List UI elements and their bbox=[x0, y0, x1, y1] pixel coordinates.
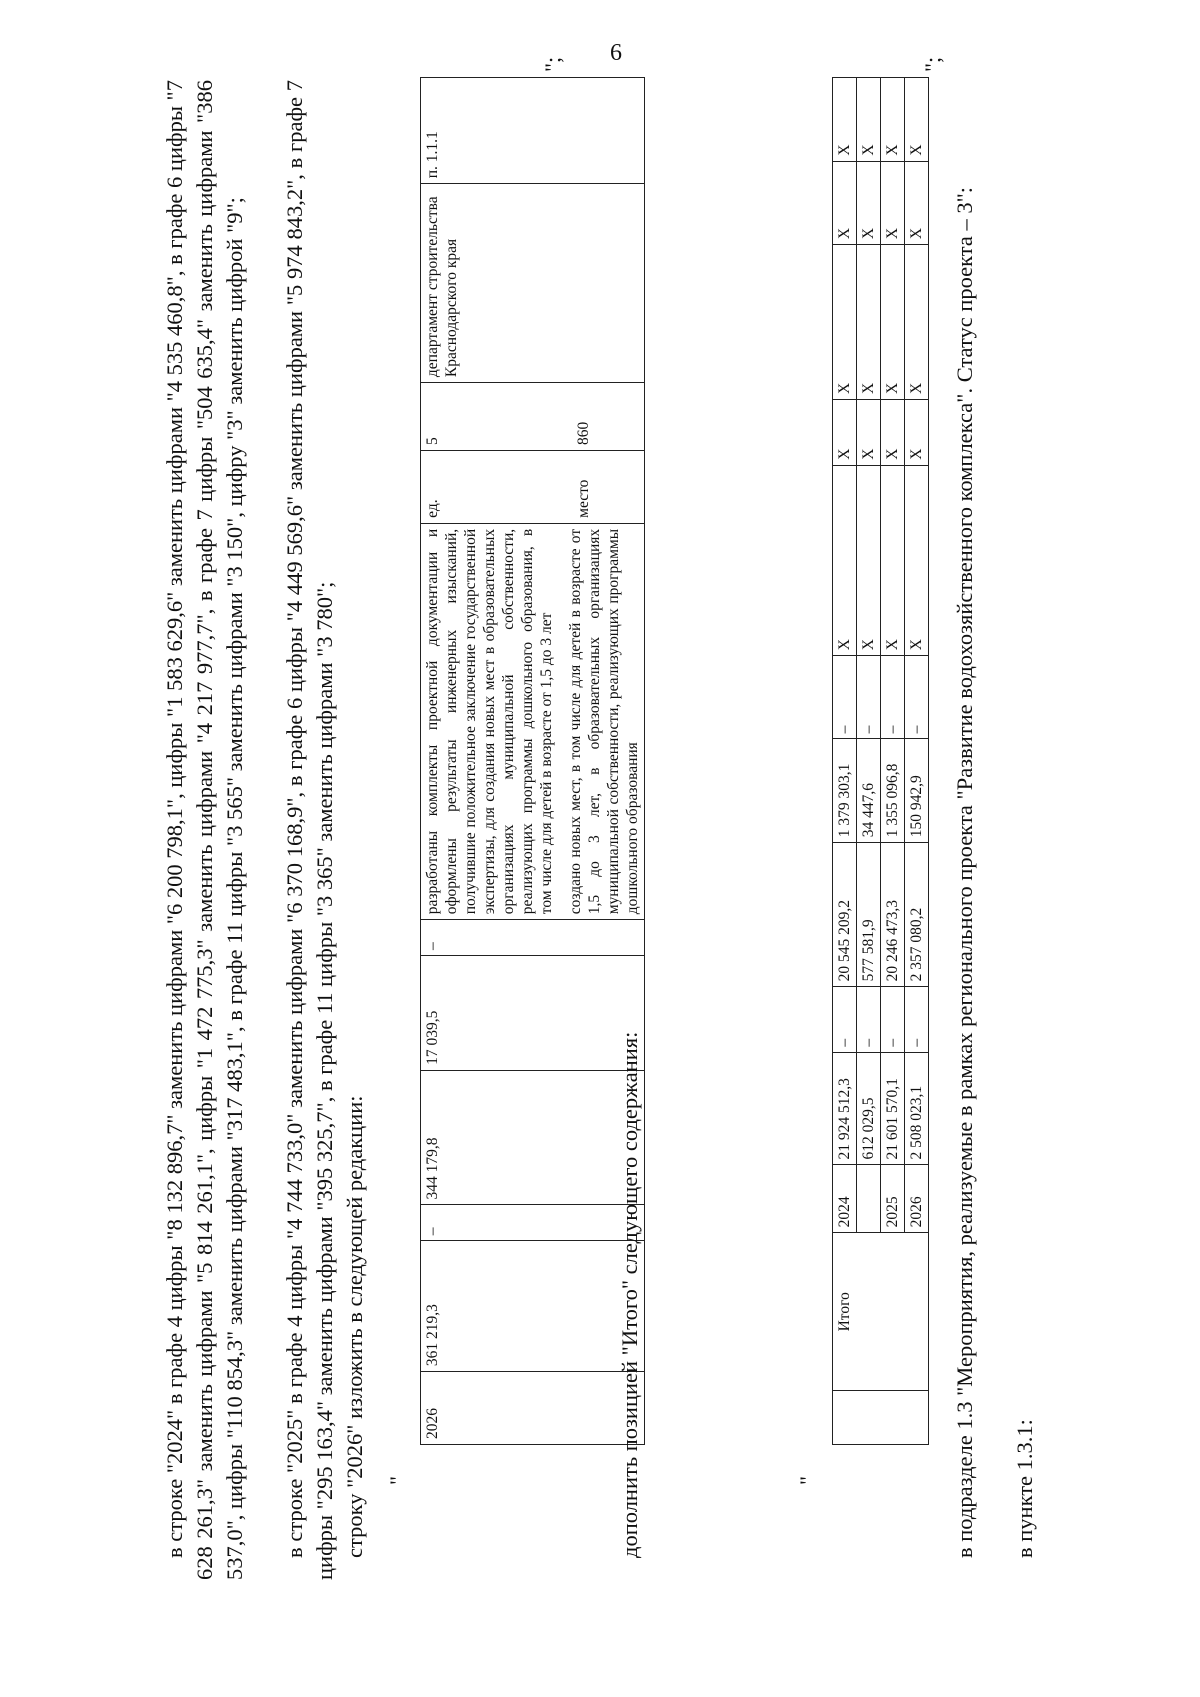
cell-year-2026: 2026 bbox=[905, 1165, 929, 1233]
cell-x: X bbox=[833, 78, 857, 162]
cell-x: X bbox=[833, 245, 857, 400]
cell-fed-2026: – bbox=[905, 987, 929, 1052]
rotated-content bbox=[160, 56, 1060, 1580]
cell-local: 17 039,5 bbox=[421, 956, 645, 1071]
cell-values bbox=[421, 383, 645, 451]
cell-total-2024: 21 924 512,3 bbox=[833, 1052, 857, 1165]
page-number: 6 bbox=[610, 40, 622, 66]
cell-region: 344 179,8 bbox=[421, 1070, 645, 1205]
table-itogo bbox=[832, 77, 929, 1445]
paragraph-point: в пункте 1.3.1: bbox=[1012, 1419, 1037, 1558]
cell-x: X bbox=[857, 465, 881, 656]
cell-x: X bbox=[857, 399, 881, 465]
cell-x: X bbox=[881, 78, 905, 162]
cell-year-2025: 2025 bbox=[881, 1165, 905, 1233]
paragraph-subsection: в подразделе 1.3 "Мероприятия, реализуемые в рамках регионального проекта "Развитие водохозяйственного комплекса". Статус проекта – 3": bbox=[952, 186, 977, 1558]
cell-other-2024: – bbox=[833, 656, 857, 739]
cell-region-2024: 20 545 209,2 bbox=[833, 843, 857, 987]
unit-ed: ед. bbox=[424, 499, 441, 518]
cell-x: X bbox=[857, 245, 881, 400]
cell-units bbox=[421, 451, 645, 524]
cell-x: X bbox=[881, 245, 905, 400]
paragraph-2026: строку "2026" изложить в следующей редакции: bbox=[342, 1095, 367, 1558]
result-places: создано новых мест, в том числе для детей в возрасте от 1,5 до 3 лет, в образовательных организациях муниципальной собственности, реализующих программы дошкольного образования bbox=[567, 528, 641, 915]
cell-local-2024b: 34 447,6 bbox=[857, 739, 881, 843]
cell-x: X bbox=[905, 161, 929, 245]
cell-other-2026: – bbox=[905, 656, 929, 739]
cell-x: X bbox=[833, 399, 857, 465]
cell-other-2025: – bbox=[881, 656, 905, 739]
cell-x: X bbox=[857, 78, 881, 162]
cell-other-2024b: – bbox=[857, 656, 881, 739]
cell-local-2026: 150 942,9 bbox=[905, 739, 929, 843]
cell-local-2025: 1 355 096,8 bbox=[881, 739, 905, 843]
cell-ref: п. 1.1.1 bbox=[421, 78, 645, 184]
paragraph-2025: в строке "2025" в графе 4 цифры "4 744 733,0" заменить цифрами "6 370 168,9", в графе 6 цифры "4 449 569,6" заменить цифрами "5 974 843,2", в графе 7 цифры "295 163,4" заменить цифрами "395 325,7", в графе 11 цифры "3 365" заменить цифрами "3 780"; bbox=[282, 80, 337, 1580]
cell-x: X bbox=[857, 161, 881, 245]
cell-local-2024: 1 379 303,1 bbox=[833, 739, 857, 843]
cell-region-2025: 20 246 473,3 bbox=[881, 843, 905, 987]
cell-x: X bbox=[905, 78, 929, 162]
result-design: разработаны комплекты проектной документации и оформлены результаты инженерных изысканий, получившие положительное заключение государственной экспертизы, для создания новых мест в образовательных организациях муниципальной собственности, реализующих программы дошкольного образования, в том числе для детей в возрасте от 1,5 до 3 лет bbox=[424, 528, 555, 915]
cell-region-2024b: 577 581,9 bbox=[857, 843, 881, 987]
cell-fed-2024b: – bbox=[857, 987, 881, 1052]
cell-region-2026: 2 357 080,2 bbox=[905, 843, 929, 987]
close-quote-2: "; bbox=[920, 56, 945, 72]
cell-other: – bbox=[421, 920, 645, 956]
value-5: 5 bbox=[424, 437, 441, 446]
cell-fed-2024: – bbox=[833, 987, 857, 1052]
cell-x: X bbox=[881, 161, 905, 245]
cell-x: X bbox=[905, 399, 929, 465]
cell-fed: – bbox=[421, 1205, 645, 1241]
cell-results bbox=[421, 523, 645, 919]
cell-year: 2026 bbox=[421, 1372, 645, 1445]
unit-mesto: место bbox=[575, 479, 592, 518]
cell-executor: департамент строительства Краснодарского края bbox=[421, 184, 645, 383]
cell-fed-2025: – bbox=[881, 987, 905, 1052]
value-860: 860 bbox=[575, 421, 592, 446]
cell-x: X bbox=[833, 161, 857, 245]
cell-x: X bbox=[833, 465, 857, 656]
cell-empty bbox=[833, 1391, 929, 1445]
open-quote-2: " bbox=[795, 1476, 820, 1485]
cell-x: X bbox=[881, 465, 905, 656]
paragraph-itogo: дополнить позицией "Итого" следующего содержания: bbox=[617, 1031, 642, 1558]
cell-total-2025: 21 601 570,1 bbox=[881, 1052, 905, 1165]
cell-itogo-label: Итого bbox=[833, 1233, 929, 1391]
paragraph-2024: в строке "2024" в графе 4 цифры "8 132 896,7" заменить цифрами "6 200 798,1", цифры "1 583 629,6" заменить цифрами "4 535 460,8", в графе 6 цифры "7 628 261,3" заменить цифрами "5 814 261,1", цифры "1 472 775,3" заменить цифрами "4 217 977,7", в графе 7 цифры "504 635,4" заменить цифрами "386 537,0", цифры "110 854,3" заменить цифрами "317 483,1", в графе 11 цифры "3 565" заменить цифрами "3 150", цифру "3" заменить цифрой "9"; bbox=[162, 80, 247, 1580]
cell-total-2026: 2 508 023,1 bbox=[905, 1052, 929, 1165]
cell-x: X bbox=[905, 245, 929, 400]
table-2026 bbox=[420, 77, 645, 1445]
cell-year-empty bbox=[857, 1165, 881, 1233]
open-quote: " bbox=[385, 1476, 410, 1485]
cell-x: X bbox=[905, 465, 929, 656]
cell-total-2024b: 612 029,5 bbox=[857, 1052, 881, 1165]
cell-year-2024: 2024 bbox=[833, 1165, 857, 1233]
close-quote: "; bbox=[540, 56, 565, 72]
cell-x: X bbox=[881, 399, 905, 465]
cell-total: 361 219,3 bbox=[421, 1241, 645, 1372]
